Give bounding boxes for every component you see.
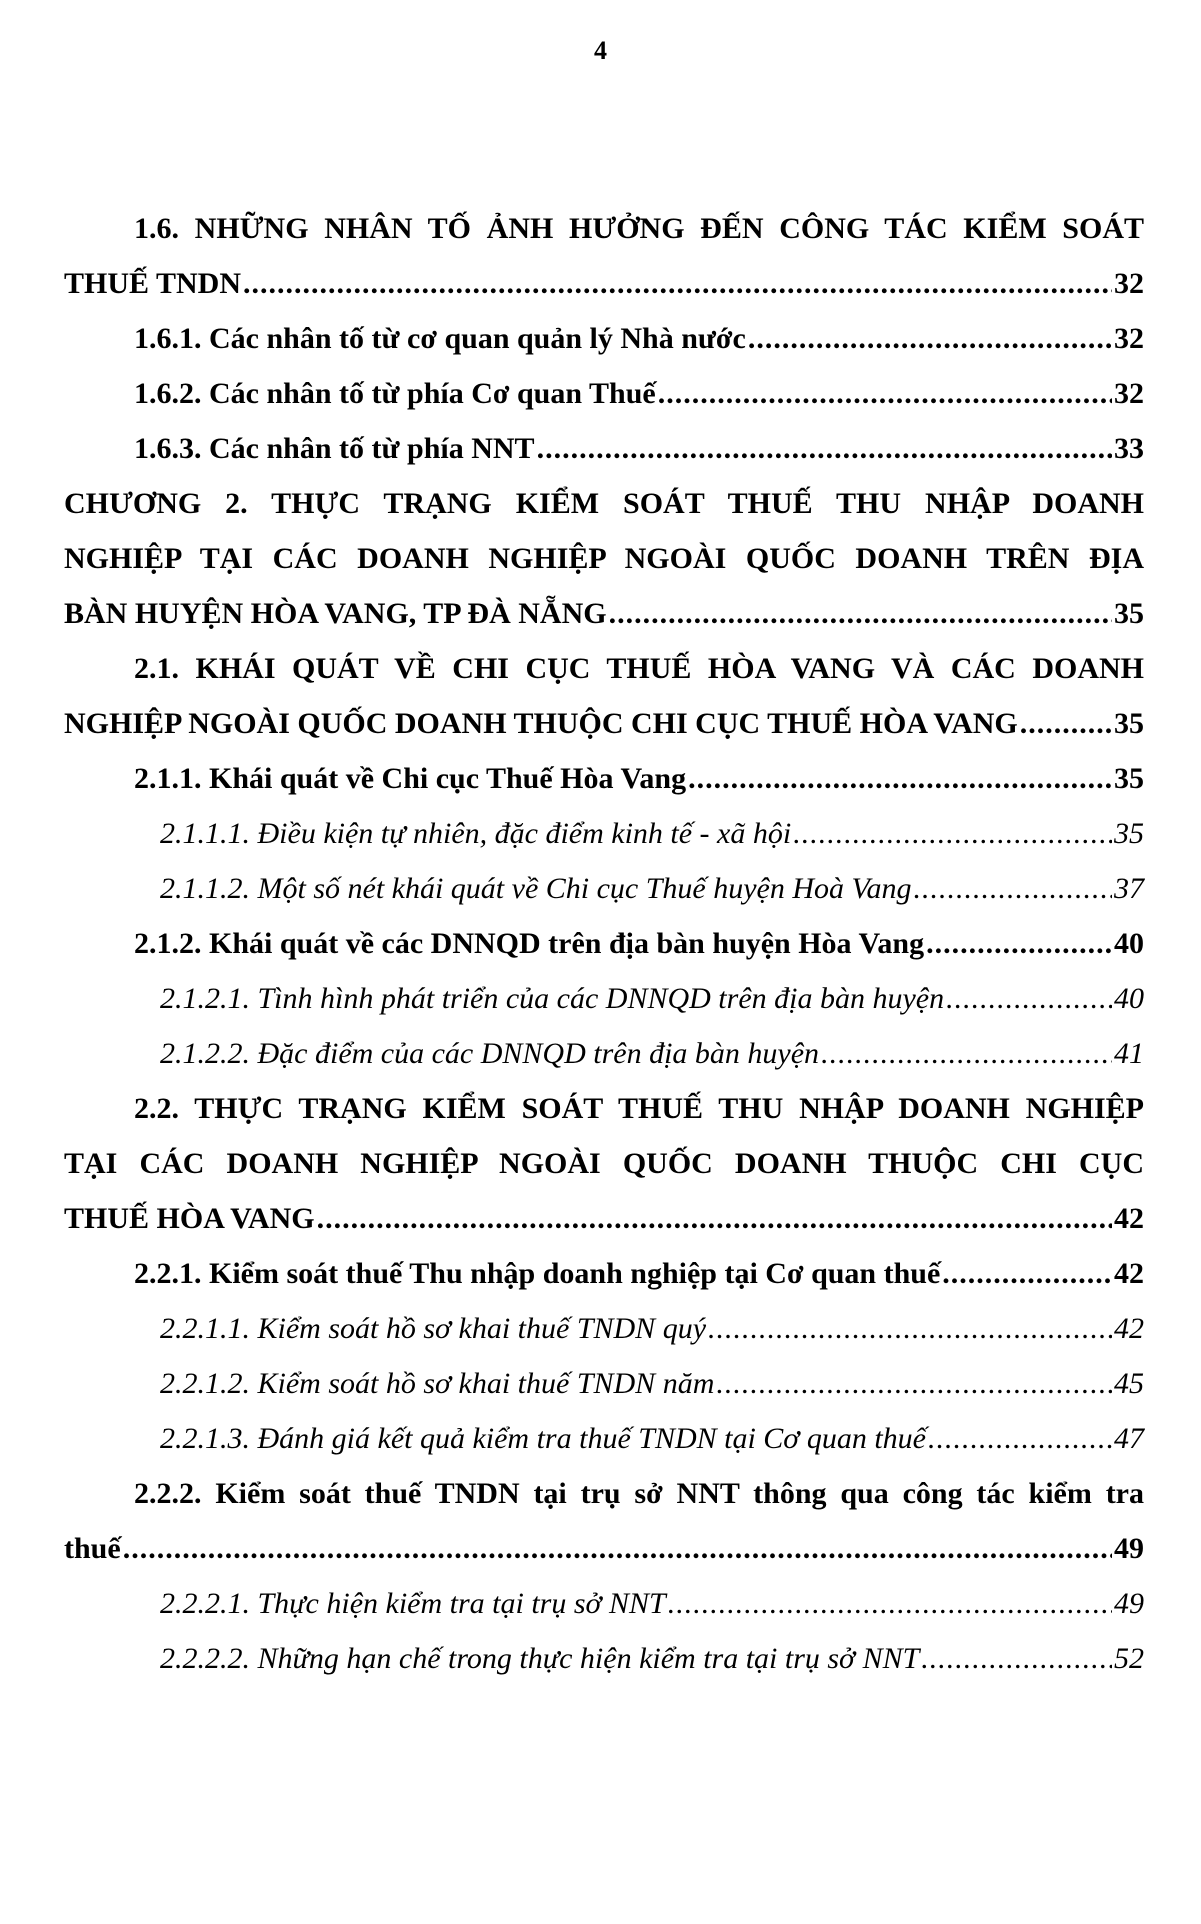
toc-entry-title: 2.2.1.1. Kiểm soát hồ sơ khai thuế TNDN quý (160, 1312, 707, 1345)
toc-page-number: 35 (1114, 762, 1144, 795)
toc-entry-title: 1.6.1. Các nhân tố từ cơ quan quản lý Nhà nước (134, 322, 746, 355)
dot-leader (926, 916, 1112, 971)
toc-entry-line: 2.2. THỰC TRẠNG KIỂM SOÁT THUẾ THU NHẬP DOANH NGHIỆP (134, 1092, 1144, 1125)
dot-leader (716, 1356, 1112, 1411)
toc-entry-lastline (64, 751, 1144, 806)
toc-entry-2-2-1-3[interactable] (64, 1411, 1144, 1466)
toc-entry-title: 2.1.1.2. Một số nét khái quát về Chi cục Thuế huyện Hoà Vang (160, 872, 912, 905)
toc-entry-lastline (64, 1356, 1144, 1411)
toc-page-number: 33 (1114, 432, 1144, 465)
dot-leader (243, 256, 1112, 311)
toc-entry-2-2-1[interactable] (64, 1246, 1144, 1301)
toc-entry-title: 2.2.2.1. Thực hiện kiểm tra tại trụ sở NNT (160, 1587, 666, 1620)
toc-page-number: 49 (1114, 1532, 1144, 1565)
toc-page-number: 35 (1114, 817, 1144, 850)
toc-entry-2-1-1-1[interactable] (64, 806, 1144, 861)
toc-entry-line: 2.2.2. Kiểm soát thuế TNDN tại trụ sở NNT thông qua công tác kiểm tra (134, 1477, 1144, 1510)
toc-entry-line: TẠI CÁC DOANH NGHIỆP NGOÀI QUỐC DOANH THUỘC CHI CỤC (64, 1147, 1144, 1180)
toc-entry-title: 1.6.2. Các nhân tố từ phía Cơ quan Thuế (134, 377, 656, 410)
toc-entry-title: 2.1.2.2. Đặc điểm của các DNNQD trên địa bàn huyện (160, 1037, 820, 1070)
toc-entry-title: BÀN HUYỆN HÒA VANG, TP ĐÀ NẴNG (64, 597, 607, 630)
toc-entry-2-2-1-2[interactable] (64, 1356, 1144, 1411)
toc-entry-2-1[interactable] (64, 641, 1144, 751)
dot-leader (688, 751, 1112, 806)
toc-entry-2-1-1[interactable] (64, 751, 1144, 806)
dot-leader (123, 1521, 1112, 1576)
dot-leader (658, 366, 1112, 421)
dot-leader (942, 1246, 1112, 1301)
toc-entry-title: 2.2.2.2. Những hạn chế trong thực hiện kiểm tra tại trụ sở NNT (160, 1642, 920, 1675)
toc-entry-title: THUẾ HÒA VANG (64, 1202, 315, 1235)
toc-page-number: 49 (1114, 1587, 1144, 1620)
toc-entry-1-6-2[interactable] (64, 366, 1144, 421)
toc-entry-2-1-2-2[interactable] (64, 1026, 1144, 1081)
toc-entry-2-1-2-1[interactable] (64, 971, 1144, 1026)
toc-entry-lastline (64, 1521, 1144, 1576)
toc-entry-lastline (64, 256, 1144, 311)
toc-page-number: 35 (1114, 707, 1144, 740)
toc-page-number: 52 (1114, 1642, 1144, 1675)
toc-page-number: 32 (1114, 377, 1144, 410)
dot-leader (914, 861, 1112, 916)
toc-entry-lastline (64, 311, 1144, 366)
page-number: 4 (594, 36, 607, 65)
toc-page-number: 37 (1114, 872, 1144, 905)
dot-leader (708, 1301, 1112, 1356)
toc-entry-1-6-1[interactable] (64, 311, 1144, 366)
dot-leader (668, 1576, 1112, 1631)
toc-entry-lastline (64, 1301, 1144, 1356)
toc-entry-title: thuế (64, 1532, 121, 1565)
toc-entry-lastline (64, 1576, 1144, 1631)
toc-entry-2-2-2-2[interactable] (64, 1631, 1144, 1686)
toc-page-number: 42 (1114, 1257, 1144, 1290)
toc-page-number: 45 (1114, 1367, 1144, 1400)
toc-page-number: 32 (1114, 322, 1144, 355)
toc-entry-title: 2.1.1.1. Điều kiện tự nhiên, đặc điểm kinh tế - xã hội (160, 817, 792, 850)
toc-page-number: 40 (1114, 927, 1144, 960)
toc-entry-lastline (64, 971, 1144, 1026)
toc-entry-lastline (64, 696, 1144, 751)
toc-entry-2-1-1-2[interactable] (64, 861, 1144, 916)
toc-entry-title: 2.2.1. Kiểm soát thuế Thu nhập doanh nghiệp tại Cơ quan thuế (134, 1257, 941, 1290)
toc-entry-2-1-2[interactable] (64, 916, 1144, 971)
toc-page-number: 42 (1114, 1312, 1144, 1345)
toc-entry-line: 1.6. NHỮNG NHÂN TỐ ẢNH HƯỞNG ĐẾN CÔNG TÁC KIỂM SOÁT (134, 212, 1144, 245)
toc-entry-title: 2.1.2. Khái quát về các DNNQD trên địa bàn huyện Hòa Vang (134, 927, 925, 960)
toc-entry-lastline (64, 1631, 1144, 1686)
dot-leader (748, 311, 1112, 366)
dot-leader (921, 1631, 1112, 1686)
toc-entry-line: 2.1. KHÁI QUÁT VỀ CHI CỤC THUẾ HÒA VANG VÀ CÁC DOANH (134, 652, 1144, 685)
toc-entry-lastline (64, 366, 1144, 421)
toc-entry-title: THUẾ TNDN (64, 267, 241, 300)
toc-entry-chapter-2[interactable] (64, 476, 1144, 641)
toc-entry-lastline (64, 421, 1144, 476)
toc-page-number: 35 (1114, 597, 1144, 630)
toc-entry-lastline (64, 806, 1144, 861)
dot-leader (537, 421, 1112, 476)
toc-entry-2-2-2[interactable] (64, 1466, 1144, 1576)
toc-entry-lastline (64, 1246, 1144, 1301)
toc-page-number: 41 (1114, 1037, 1144, 1070)
toc-entry-lastline (64, 916, 1144, 971)
dot-leader (946, 971, 1112, 1026)
table-of-contents (64, 201, 1144, 1686)
toc-page-number: 42 (1114, 1202, 1144, 1235)
toc-entry-2-2-1-1[interactable] (64, 1301, 1144, 1356)
toc-entry-title: 2.1.2.1. Tình hình phát triển của các DNNQD trên địa bàn huyện (160, 982, 945, 1015)
toc-entry-lastline (64, 586, 1144, 641)
toc-entry-title: 2.2.1.3. Đánh giá kết quả kiểm tra thuế TNDN tại Cơ quan thuế (160, 1422, 926, 1455)
toc-page-number: 40 (1114, 982, 1144, 1015)
dot-leader (317, 1191, 1112, 1246)
dot-leader (821, 1026, 1112, 1081)
dot-leader (793, 806, 1112, 861)
toc-entry-line: CHƯƠNG 2. THỰC TRẠNG KIỂM SOÁT THUẾ THU NHẬP DOANH (64, 487, 1144, 520)
dot-leader (928, 1411, 1112, 1466)
dot-leader (609, 586, 1112, 641)
toc-entry-title: 2.1.1. Khái quát về Chi cục Thuế Hòa Vang (134, 762, 687, 795)
toc-entry-1-6[interactable] (64, 201, 1144, 311)
toc-page-number: 32 (1114, 267, 1144, 300)
toc-entry-1-6-3[interactable] (64, 421, 1144, 476)
toc-entry-lastline (64, 1026, 1144, 1081)
toc-entry-line: NGHIỆP TẠI CÁC DOANH NGHIỆP NGOÀI QUỐC DOANH TRÊN ĐỊA (64, 542, 1144, 575)
toc-entry-title: 2.2.1.2. Kiểm soát hồ sơ khai thuế TNDN năm (160, 1367, 715, 1400)
toc-entry-lastline (64, 1191, 1144, 1246)
toc-entry-2-2[interactable] (64, 1081, 1144, 1246)
toc-entry-lastline (64, 1411, 1144, 1466)
toc-page-number: 47 (1114, 1422, 1144, 1455)
toc-entry-2-2-2-1[interactable] (64, 1576, 1144, 1631)
toc-entry-title: NGHIỆP NGOÀI QUỐC DOANH THUỘC CHI CỤC THUẾ HÒA VANG (64, 707, 1018, 740)
toc-entry-lastline (64, 861, 1144, 916)
toc-entry-title: 1.6.3. Các nhân tố từ phía NNT (134, 432, 535, 465)
dot-leader (1020, 696, 1112, 751)
